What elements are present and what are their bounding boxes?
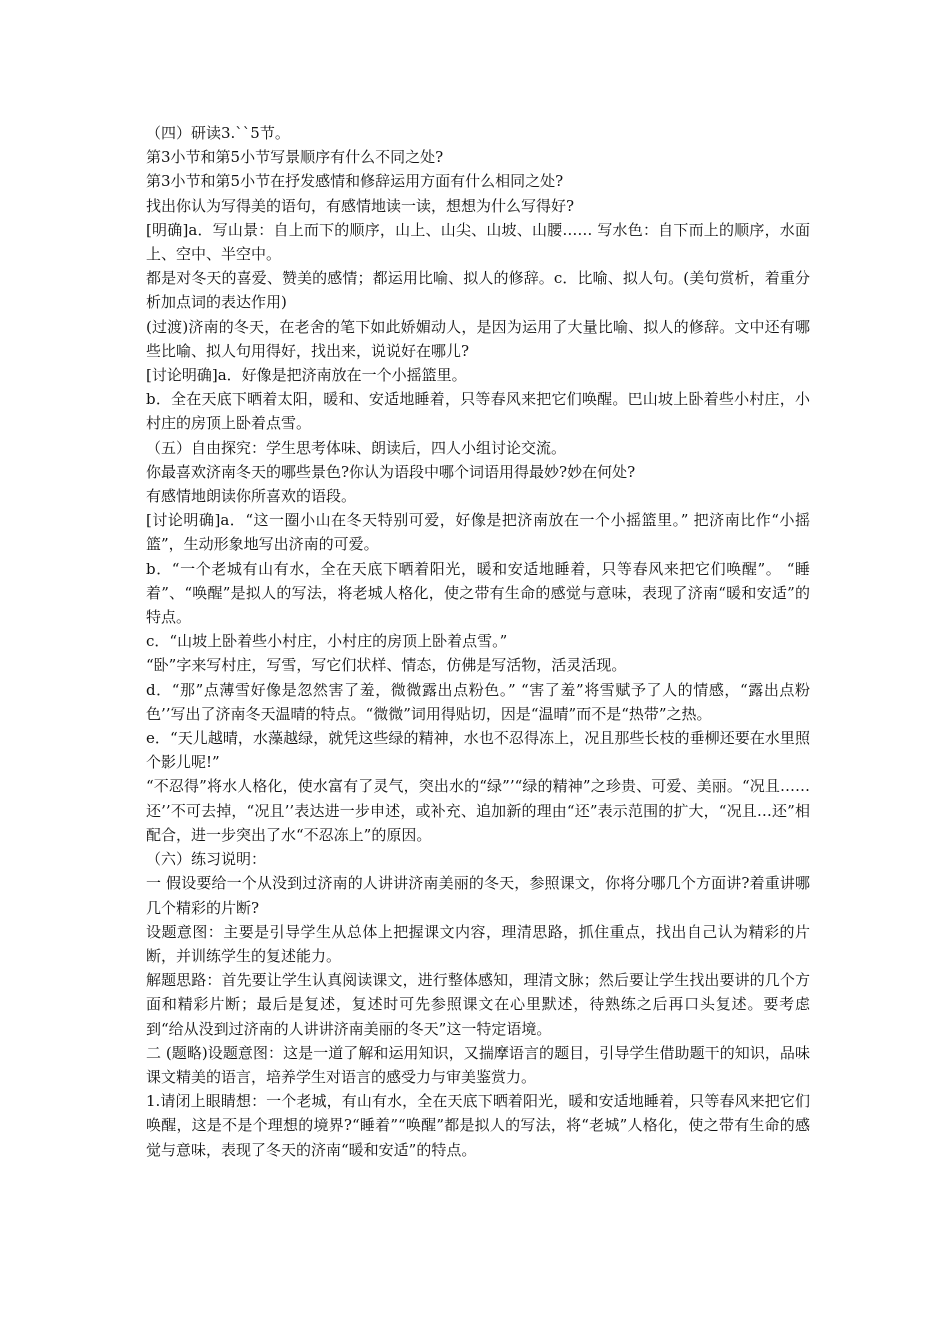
exercise-one-intent: 设题意图：主要是引导学生从总体上把握课文内容，理清思路，抓住重点，找出自己认为精彩的片断，并训练学生的复述能力。 bbox=[146, 922, 810, 965]
section-heading-5: （五）自由探究：学生思考体味、朗读后，四人小组讨论交流。 bbox=[146, 438, 567, 457]
section-heading-6: （六）练习说明： bbox=[146, 850, 267, 869]
analysis-burenide: “不忍得”将水人格化，使水富有了灵气，突出水的“绿”’“绿的精神”之珍贵、可爱、美丽。“况且……还’’不可去掉，“况且’’表达进一步申述，或补充、追加新的理由“还”表示范围的扩大，“况且…还”相配合，进一步突出了水“不忍冻上”的原因。 bbox=[146, 777, 810, 844]
discussion-answer-c: c．“山坡上卧着些小村庄，小村庄的房顶上卧着点雪。” bbox=[146, 632, 508, 651]
section-heading-4: （四）研读3.``5节。 bbox=[146, 124, 290, 142]
answer-feelings: 都是对冬天的喜爱、赞美的感情；都运用比喻、拟人的修辞。c．比喻、拟人句。(美句赏析，着重分析加点词的表达作用) bbox=[146, 269, 810, 312]
discussion-answer-e: e．“天儿越晴，水藻越绿，就凭这些绿的精神，水也不忍得冻上，况且那些长枝的垂柳还要在水里照个影儿呢!” bbox=[146, 729, 810, 772]
exercise-two: 二 (题略)设题意图：这是一道了解和运用知识，又揣摩语言的题目，引导学生借助题干的知识，品味课文精美的语言，培养学生对语言的感受力与审美鉴赏力。 bbox=[146, 1043, 810, 1086]
exercise-one-approach: 解题思路：首先要让学生认真阅读课文，进行整体感知，理清文脉；然后要让学生找出要讲的几个方面和精彩片断；最后是复述，复述时可先参照课文在心里默述，待熟练之后再口头复述。要考虑到“给从没到过济南的人讲讲济南美丽的冬天”这一特定语境。 bbox=[146, 971, 810, 1038]
discussion-answer-a: [讨论明确]a．“这一圈小山在冬天特别可爱，好像是把济南放在一个小摇篮里。” 把济南比作“小摇篮”，生动形象地写出济南的可爱。 bbox=[146, 511, 810, 554]
discussion-answer-d: d．“那”点薄雪好像是忽然害了羞，微微露出点粉色。” “害了羞”将雪赋予了人的情感，“露出点粉色’’写出了济南冬天温晴的特点。“微微”词用得贴切，因是“温晴”而不是“热带”之热。 bbox=[146, 680, 810, 723]
instruction-read-aloud: 有感情地朗读你所喜欢的语段。 bbox=[146, 487, 357, 506]
question-order: 第3小节和第5小节写景顺序有什么不同之处? bbox=[146, 148, 444, 167]
exercise-one: 一 假设要给一个从没到过济南的人讲讲济南美丽的冬天，参照课文，你将分哪几个方面讲?着重讲哪几个精彩的片断? bbox=[146, 874, 810, 917]
discussion-answer-b: b．“一个老城有山有水，全在天底下晒着阳光，暖和安适地睡着，只等春风来把它们唤醒”。 “睡着”、“唤醒”是拟人的写法，将老城人格化，使之带有生命的感觉与意味，表现了济南“暖和安适”的特点。 bbox=[146, 559, 810, 627]
question-favorite-scene: 你最喜欢济南冬天的哪些景色?你认为语段中哪个词语用得最妙?妙在何处? bbox=[146, 462, 636, 481]
question-rhetoric: 第3小节和第5小节在抒发感情和修辞运用方面有什么相同之处? bbox=[146, 172, 564, 191]
transition-paragraph: (过渡)济南的冬天，在老舍的笔下如此娇媚动人，是因为运用了大量比喻、拟人的修辞。文中还有哪些比喻、拟人句用得好，找出来，说说好在哪儿? bbox=[146, 317, 810, 360]
document-page bbox=[146, 121, 810, 1162]
exercise-two-item-1: 1.请闭上眼睛想：一个老城，有山有水，全在天底下晒着阳光，暖和安适地睡着，只等春风来把它们唤醒，这是不是个理想的境界?“睡着”“唤醒”都是拟人的写法，将“老城”人格化，使之带有生命的感觉与意味，表现了冬天的济南“暖和安适”的特点。 bbox=[146, 1092, 810, 1159]
answer-clarify-scenery: [明确]a．写山景：自上而下的顺序，山上、山尖、山坡、山腰…… 写水色：自下而上的顺序，水面上、空中、半空中。 bbox=[146, 220, 810, 264]
analysis-wo: “卧”字来写村庄，写雪，写它们状样、情态，仿佛是写活物，活灵活现。 bbox=[146, 656, 627, 675]
discussion-b: b．全在天底下晒着太阳，暖和、安适地睡着，只等春风来把它们唤醒。巴山坡上卧着些小村庄，小村庄的房顶上卧着点雪。 bbox=[146, 390, 810, 433]
discussion-a: [讨论明确]a．好像是把济南放在一个小摇篮里。 bbox=[146, 366, 467, 385]
question-beautiful-sentences: 找出你认为写得美的语句，有感情地读一读，想想为什么写得好? bbox=[146, 196, 575, 215]
